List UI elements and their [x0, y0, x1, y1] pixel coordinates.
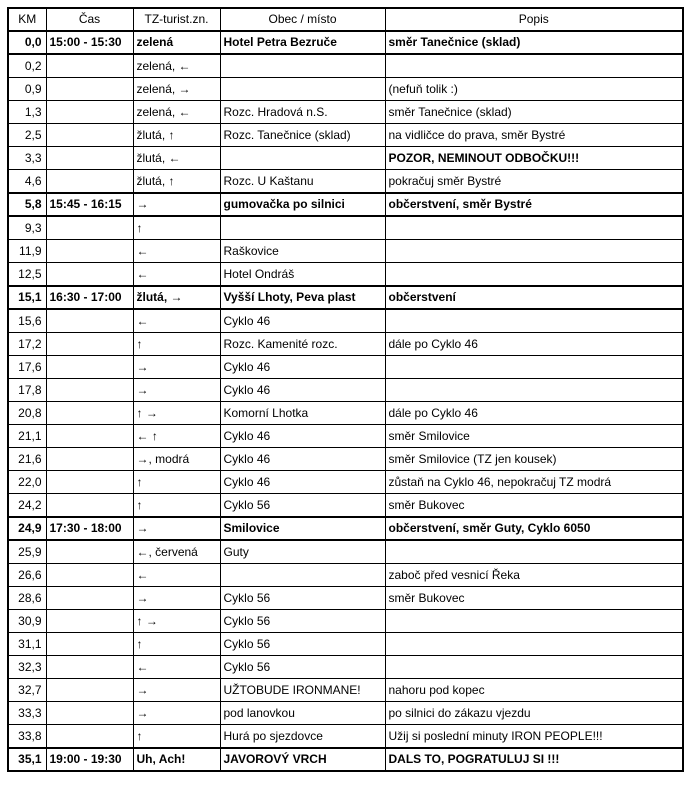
km-cell: 15,6	[8, 309, 46, 333]
place-cell: Cyklo 46	[220, 448, 385, 471]
km-cell: 21,1	[8, 425, 46, 448]
time-cell	[46, 587, 133, 610]
table-row	[8, 54, 683, 78]
place-cell	[220, 216, 385, 240]
description-cell: DALS TO, POGRATULUJ SI !!!	[385, 748, 683, 771]
description-cell: směr Bukovec	[385, 587, 683, 610]
km-cell: 17,8	[8, 379, 46, 402]
table-row	[8, 263, 683, 287]
trail-marker-cell: ←	[133, 656, 220, 679]
description-cell	[385, 379, 683, 402]
trail-marker-cell: →	[133, 587, 220, 610]
milestone-row	[8, 517, 683, 540]
time-cell: 15:00 - 15:30	[46, 31, 133, 54]
trail-marker-cell: ↑	[133, 216, 220, 240]
description-cell	[385, 610, 683, 633]
time-cell: 19:00 - 19:30	[46, 748, 133, 771]
description-cell	[385, 54, 683, 78]
time-cell: 15:45 - 16:15	[46, 193, 133, 216]
trail-marker-cell: Uh, Ach!	[133, 748, 220, 771]
km-cell: 24,2	[8, 494, 46, 518]
table-row	[8, 402, 683, 425]
description-cell: směr Tanečnice (sklad)	[385, 101, 683, 124]
table-row	[8, 494, 683, 518]
km-cell: 17,6	[8, 356, 46, 379]
route-table	[7, 7, 684, 772]
place-cell: Hotel Ondráš	[220, 263, 385, 287]
km-cell: 30,9	[8, 610, 46, 633]
table-row	[8, 448, 683, 471]
trail-marker-cell: ↑	[133, 494, 220, 518]
place-cell	[220, 54, 385, 78]
header-desc: Popis	[385, 8, 683, 31]
description-cell	[385, 309, 683, 333]
place-cell: Cyklo 56	[220, 656, 385, 679]
table-row	[8, 610, 683, 633]
place-cell: Guty	[220, 540, 385, 564]
km-cell: 31,1	[8, 633, 46, 656]
description-cell: nahoru pod kopec	[385, 679, 683, 702]
time-cell: 17:30 - 18:00	[46, 517, 133, 540]
place-cell: Hotel Petra Bezruče	[220, 31, 385, 54]
table-row	[8, 101, 683, 124]
header-place: Obec / místo	[220, 8, 385, 31]
table-row	[8, 425, 683, 448]
place-cell: Cyklo 56	[220, 587, 385, 610]
table-row	[8, 356, 683, 379]
table-row	[8, 333, 683, 356]
table-row	[8, 656, 683, 679]
description-cell	[385, 656, 683, 679]
table-row	[8, 240, 683, 263]
km-cell: 33,3	[8, 702, 46, 725]
km-cell: 15,1	[8, 286, 46, 309]
table-row	[8, 170, 683, 194]
time-cell	[46, 679, 133, 702]
km-cell: 0,9	[8, 78, 46, 101]
km-cell: 0,2	[8, 54, 46, 78]
km-cell: 35,1	[8, 748, 46, 771]
place-cell: Komorní Lhotka	[220, 402, 385, 425]
trail-marker-cell: ↑	[133, 471, 220, 494]
table-row	[8, 78, 683, 101]
place-cell	[220, 78, 385, 101]
time-cell	[46, 494, 133, 518]
description-cell: (nefuň tolik :)	[385, 78, 683, 101]
trail-marker-cell: zelená, →	[133, 78, 220, 101]
description-cell	[385, 633, 683, 656]
place-cell: UŽTOBUDE IRONMANE!	[220, 679, 385, 702]
table-row	[8, 471, 683, 494]
description-cell: dále po Cyklo 46	[385, 402, 683, 425]
trail-marker-cell: žlutá, →	[133, 286, 220, 309]
table-row	[8, 702, 683, 725]
km-cell: 2,5	[8, 124, 46, 147]
description-cell: občerstvení, směr Bystré	[385, 193, 683, 216]
km-cell: 5,8	[8, 193, 46, 216]
time-cell: 16:30 - 17:00	[46, 286, 133, 309]
place-cell	[220, 564, 385, 587]
time-cell	[46, 425, 133, 448]
time-cell	[46, 564, 133, 587]
time-cell	[46, 78, 133, 101]
description-cell	[385, 263, 683, 287]
trail-marker-cell: zelená	[133, 31, 220, 54]
description-cell: pokračuj směr Bystré	[385, 170, 683, 194]
description-cell: směr Tanečnice (sklad)	[385, 31, 683, 54]
trail-marker-cell: ↑ →	[133, 610, 220, 633]
table-row	[8, 216, 683, 240]
header-tz: TZ-turist.zn.	[133, 8, 220, 31]
place-cell: Rozc. Kamenité rozc.	[220, 333, 385, 356]
km-cell: 12,5	[8, 263, 46, 287]
place-cell	[220, 147, 385, 170]
description-cell: po silnici do zákazu vjezdu	[385, 702, 683, 725]
header-km: KM	[8, 8, 46, 31]
place-cell: Cyklo 46	[220, 309, 385, 333]
km-cell: 32,3	[8, 656, 46, 679]
time-cell	[46, 101, 133, 124]
table-row	[8, 679, 683, 702]
trail-marker-cell: ←, červená	[133, 540, 220, 564]
place-cell: Vyšší Lhoty, Peva plast	[220, 286, 385, 309]
place-cell: Rozc. Hradová n.S.	[220, 101, 385, 124]
km-cell: 4,6	[8, 170, 46, 194]
description-cell: POZOR, NEMINOUT ODBOČKU!!!	[385, 147, 683, 170]
trail-marker-cell: zelená, ←	[133, 54, 220, 78]
place-cell: Cyklo 56	[220, 494, 385, 518]
trail-marker-cell: ←	[133, 263, 220, 287]
km-cell: 3,3	[8, 147, 46, 170]
km-cell: 28,6	[8, 587, 46, 610]
trail-marker-cell: ↑	[133, 633, 220, 656]
description-cell: občerstvení, směr Guty, Cyklo 6050	[385, 517, 683, 540]
description-cell	[385, 540, 683, 564]
time-cell	[46, 702, 133, 725]
trail-marker-cell: →	[133, 379, 220, 402]
time-cell	[46, 170, 133, 194]
place-cell: Cyklo 56	[220, 610, 385, 633]
trail-marker-cell: žlutá, ←	[133, 147, 220, 170]
time-cell	[46, 633, 133, 656]
place-cell: Cyklo 46	[220, 471, 385, 494]
km-cell: 20,8	[8, 402, 46, 425]
trail-marker-cell: zelená, ←	[133, 101, 220, 124]
place-cell: Cyklo 46	[220, 356, 385, 379]
table-row	[8, 309, 683, 333]
km-cell: 21,6	[8, 448, 46, 471]
description-cell	[385, 240, 683, 263]
time-cell	[46, 379, 133, 402]
time-cell	[46, 309, 133, 333]
place-cell: Hurá po sjezdovce	[220, 725, 385, 749]
milestone-row	[8, 748, 683, 771]
place-cell: Cyklo 46	[220, 425, 385, 448]
description-cell: dále po Cyklo 46	[385, 333, 683, 356]
description-cell: zůstaň na Cyklo 46, nepokračuj TZ modrá	[385, 471, 683, 494]
time-cell	[46, 540, 133, 564]
km-cell: 1,3	[8, 101, 46, 124]
table-body	[8, 31, 683, 771]
km-cell: 25,9	[8, 540, 46, 564]
place-cell: Cyklo 56	[220, 633, 385, 656]
place-cell: Rozc. U Kaštanu	[220, 170, 385, 194]
km-cell: 33,8	[8, 725, 46, 749]
trail-marker-cell: →	[133, 517, 220, 540]
trail-marker-cell: ←	[133, 564, 220, 587]
description-cell: směr Smilovice	[385, 425, 683, 448]
trail-marker-cell: žlutá, ↑	[133, 170, 220, 194]
trail-marker-cell: →	[133, 193, 220, 216]
km-cell: 32,7	[8, 679, 46, 702]
trail-marker-cell: →	[133, 356, 220, 379]
table-row	[8, 147, 683, 170]
time-cell	[46, 263, 133, 287]
place-cell: gumovačka po silnici	[220, 193, 385, 216]
time-cell	[46, 448, 133, 471]
time-cell	[46, 147, 133, 170]
trail-marker-cell: ←	[133, 240, 220, 263]
description-cell: směr Smilovice (TZ jen kousek)	[385, 448, 683, 471]
table-row	[8, 540, 683, 564]
table-row	[8, 725, 683, 749]
description-cell: zaboč před vesnicí Řeka	[385, 564, 683, 587]
time-cell	[46, 333, 133, 356]
km-cell: 22,0	[8, 471, 46, 494]
km-cell: 17,2	[8, 333, 46, 356]
milestone-row	[8, 31, 683, 54]
place-cell: JAVOROVÝ VRCH	[220, 748, 385, 771]
km-cell: 24,9	[8, 517, 46, 540]
trail-marker-cell: →	[133, 679, 220, 702]
place-cell: Raškovice	[220, 240, 385, 263]
trail-marker-cell: ↑	[133, 725, 220, 749]
header-row	[8, 8, 683, 31]
time-cell	[46, 656, 133, 679]
km-cell: 9,3	[8, 216, 46, 240]
km-cell: 0,0	[8, 31, 46, 54]
description-cell: občerstvení	[385, 286, 683, 309]
milestone-row	[8, 193, 683, 216]
description-cell	[385, 216, 683, 240]
time-cell	[46, 725, 133, 749]
km-cell: 11,9	[8, 240, 46, 263]
trail-marker-cell: ←	[133, 309, 220, 333]
table-header	[8, 8, 683, 31]
time-cell	[46, 240, 133, 263]
table-row	[8, 124, 683, 147]
description-cell: na vidličce do prava, směr Bystré	[385, 124, 683, 147]
trail-marker-cell: ↑	[133, 333, 220, 356]
description-cell: směr Bukovec	[385, 494, 683, 518]
table-row	[8, 587, 683, 610]
time-cell	[46, 356, 133, 379]
header-time: Čas	[46, 8, 133, 31]
trail-marker-cell: ↑ →	[133, 402, 220, 425]
time-cell	[46, 471, 133, 494]
table-row	[8, 564, 683, 587]
place-cell: Rozc. Tanečnice (sklad)	[220, 124, 385, 147]
description-cell: Užij si poslední minuty IRON PEOPLE!!!	[385, 725, 683, 749]
table-row	[8, 633, 683, 656]
description-cell	[385, 356, 683, 379]
place-cell: Smilovice	[220, 517, 385, 540]
milestone-row	[8, 286, 683, 309]
trail-marker-cell: žlutá, ↑	[133, 124, 220, 147]
time-cell	[46, 402, 133, 425]
trail-marker-cell: ← ↑	[133, 425, 220, 448]
table-row	[8, 379, 683, 402]
trail-marker-cell: →	[133, 702, 220, 725]
time-cell	[46, 610, 133, 633]
km-cell: 26,6	[8, 564, 46, 587]
trail-marker-cell: →, modrá	[133, 448, 220, 471]
place-cell: pod lanovkou	[220, 702, 385, 725]
place-cell: Cyklo 46	[220, 379, 385, 402]
time-cell	[46, 54, 133, 78]
time-cell	[46, 124, 133, 147]
time-cell	[46, 216, 133, 240]
